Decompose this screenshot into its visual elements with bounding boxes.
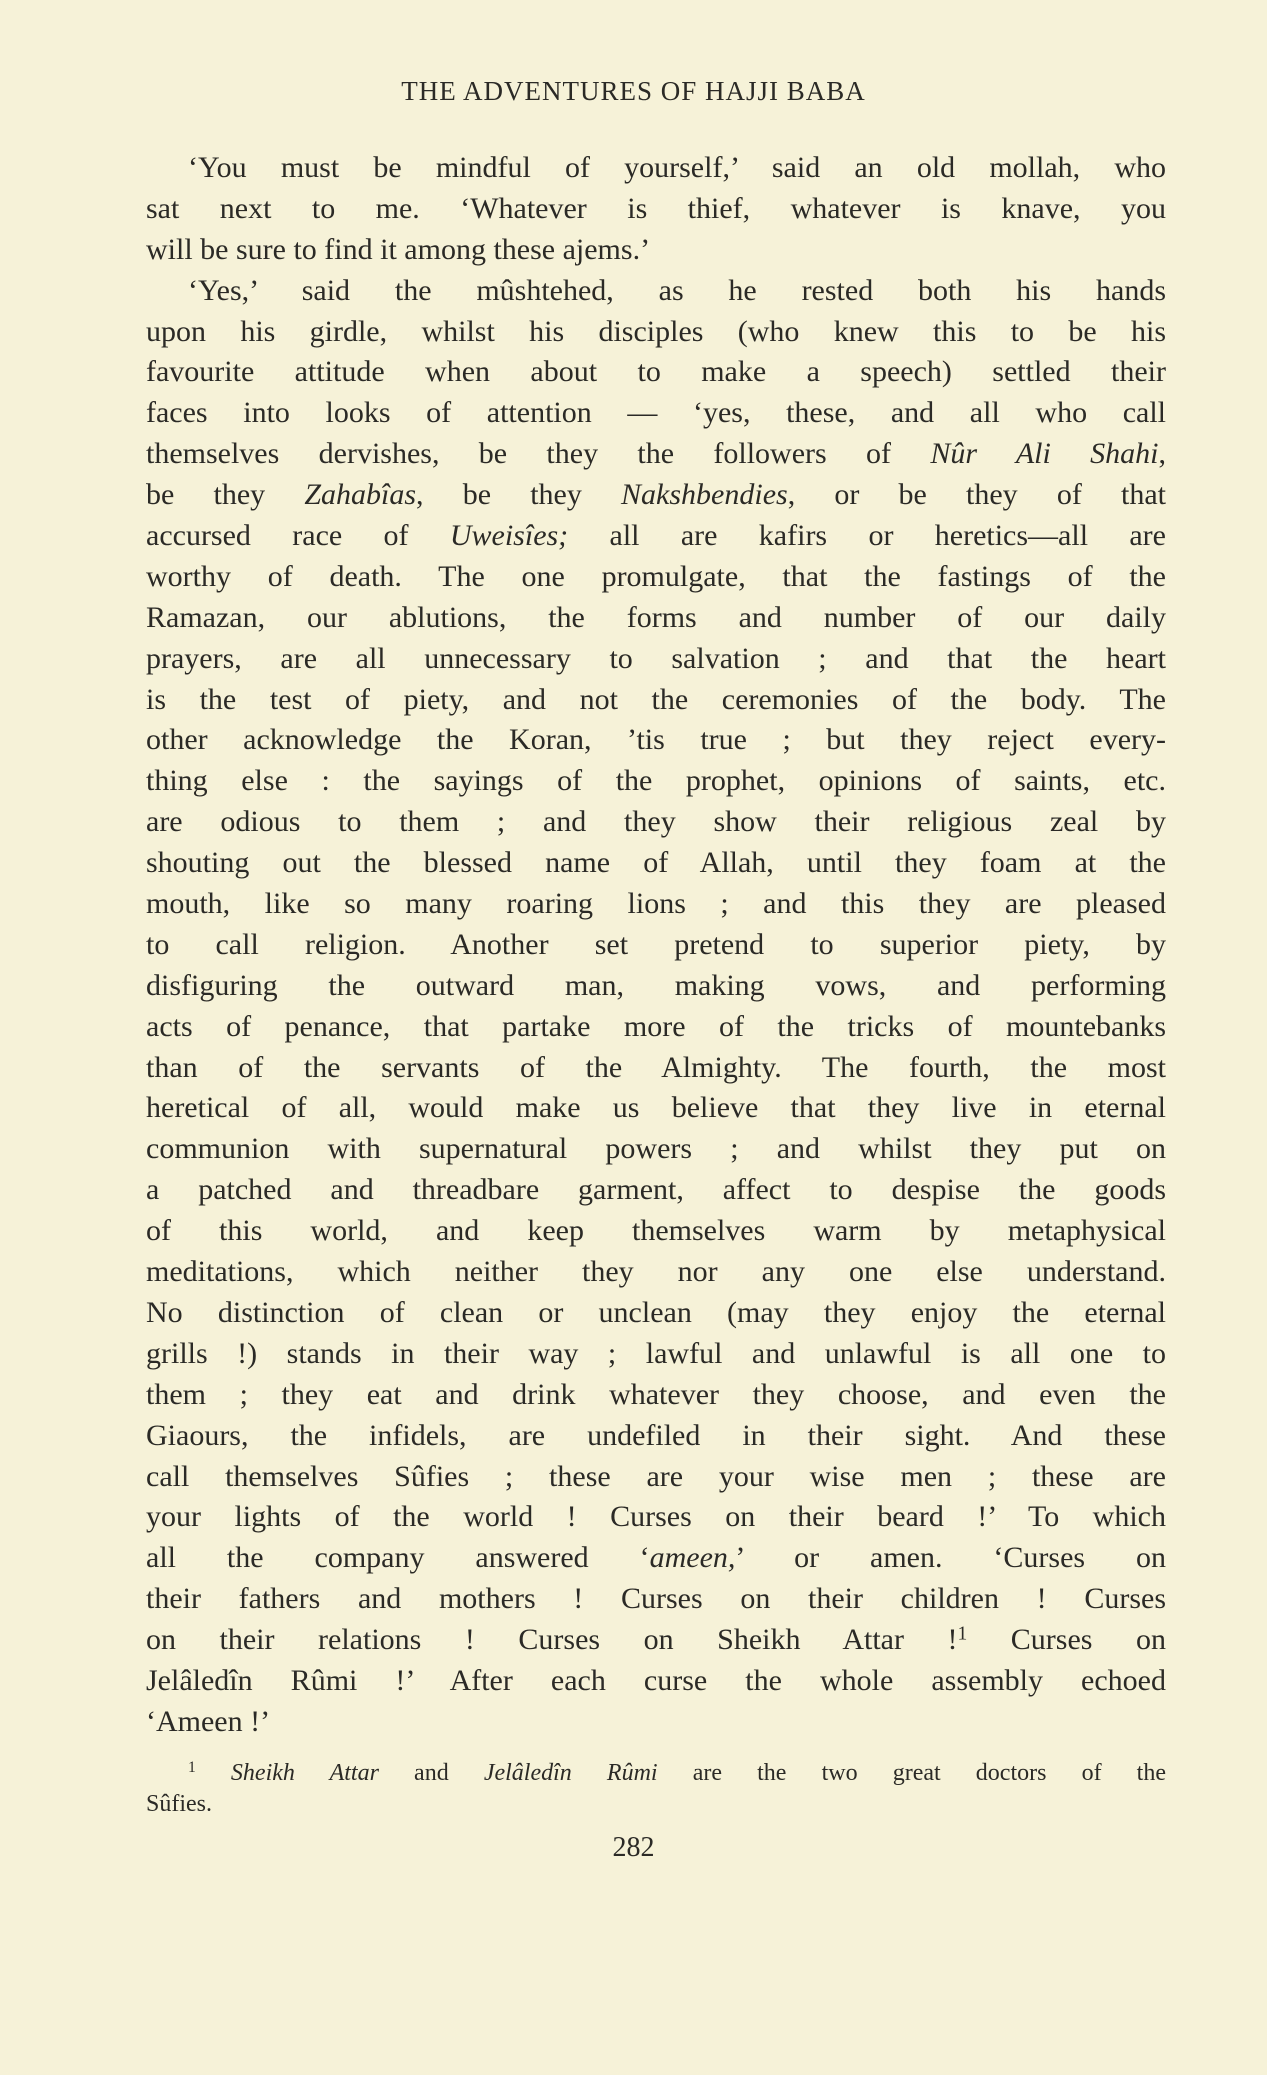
text-segment: sat next to me. ‘Whatever is thief, whatever is knave, you xyxy=(146,191,1166,225)
text-segment: Ramazan, our ablutions, the forms and number of our daily xyxy=(146,600,1166,634)
text-segment: communion with supernatural powers ; and whilst they put on xyxy=(146,1132,1166,1166)
text-line xyxy=(146,1497,1166,1538)
text-segment: on their relations ! Curses on Sheikh Attar ! xyxy=(146,1623,958,1657)
text-segment: all are kafirs or heretics—all are xyxy=(568,519,1166,553)
text-segment: other acknowledge the Koran, ’tis true ; but they reject every- xyxy=(146,723,1166,757)
text-line xyxy=(146,843,1166,884)
text-segment: will be sure to find it among these ajems.’ xyxy=(146,232,651,266)
text-line xyxy=(146,1170,1166,1211)
text-line xyxy=(146,1048,1166,1089)
text-segment: themselves dervishes, be they the followers of xyxy=(146,437,931,471)
text-line xyxy=(146,598,1166,639)
text-line xyxy=(146,1211,1166,1252)
text-segment: a patched and threadbare garment, affect to despise the goods xyxy=(146,1173,1166,1207)
footnote-line xyxy=(146,1758,1166,1789)
text-line xyxy=(146,639,1166,680)
text-line xyxy=(146,1620,1166,1661)
text-segment: call themselves Sûfies ; these are your wise men ; these are xyxy=(146,1459,1166,1493)
footnote-text: and xyxy=(378,1760,484,1786)
text-line xyxy=(146,761,1166,802)
text-segment: faces into looks of attention — ‘yes, these, and all who call xyxy=(146,396,1166,430)
text-line xyxy=(146,1579,1166,1620)
text-segment: disfiguring the outward man, making vows, and performing xyxy=(146,968,1166,1002)
text-segment: than of the servants of the Almighty. The fourth, the most xyxy=(146,1050,1166,1084)
text-line xyxy=(146,393,1166,434)
text-line xyxy=(146,925,1166,966)
text-line xyxy=(146,148,1166,189)
text-segment: prayers, are all unnecessary to salvation ; and that the heart xyxy=(146,641,1166,675)
italic-term: Nakshbendies xyxy=(621,478,788,512)
text-segment: is the test of piety, and not the ceremonies of the body. The xyxy=(146,682,1166,716)
text-segment: of this world, and keep themselves warm by metaphysical xyxy=(146,1214,1166,1248)
text-segment: all the company answered ‘ xyxy=(146,1541,650,1575)
footnote-line: Sûfies. xyxy=(146,1791,212,1817)
text-segment: grills !) stands in their way ; lawful and unlawful is all one to xyxy=(146,1336,1166,1370)
text-segment: acts of penance, that partake more of the tricks of mountebanks xyxy=(146,1009,1166,1043)
text-segment: worthy of death. The one promulgate, that the fastings of the xyxy=(146,559,1166,593)
text-line xyxy=(146,516,1166,557)
text-segment: , or be they of that xyxy=(787,478,1167,512)
text-segment: their fathers and mothers ! Curses on their children ! Curses xyxy=(146,1582,1166,1616)
text-line xyxy=(146,1252,1166,1293)
text-line xyxy=(146,434,1166,475)
text-segment: Curses on xyxy=(967,1623,1166,1657)
italic-term: Uweisîes; xyxy=(449,519,569,553)
text-line xyxy=(146,230,1166,271)
text-line xyxy=(146,1088,1166,1129)
text-line xyxy=(146,1293,1166,1334)
text-segment: upon his girdle, whilst his disciples (who knew this to be his xyxy=(146,314,1166,348)
text-line xyxy=(146,966,1166,1007)
text-line xyxy=(146,1375,1166,1416)
italic-term: Zahabîas xyxy=(304,478,417,512)
footnote-marker: 1 xyxy=(188,1759,196,1777)
body-text xyxy=(146,148,1166,1743)
text-line xyxy=(146,1661,1166,1702)
text-segment: your lights of the world ! Curses on their beard !’ To which xyxy=(146,1500,1166,1534)
text-line xyxy=(146,352,1166,393)
text-segment: , xyxy=(1158,437,1166,471)
italic-term: Nûr Ali Shahi xyxy=(930,437,1159,471)
text-segment: them ; they eat and drink whatever they choose, and even the xyxy=(146,1377,1166,1411)
text-segment: heretical of all, would make us believe that they live in eternal xyxy=(146,1091,1166,1125)
text-segment: , be they xyxy=(416,478,622,512)
text-line xyxy=(146,1416,1166,1457)
footnote-reference: 1 xyxy=(957,1623,968,1645)
footnote-text: are the two great doctors of the xyxy=(657,1760,1166,1786)
text-line xyxy=(146,680,1166,721)
text-segment: thing else : the sayings of the prophet, opinions of saints, etc. xyxy=(146,764,1166,798)
text-segment: No distinction of clean or unclean (may they enjoy the eternal xyxy=(146,1295,1166,1329)
text-line xyxy=(146,802,1166,843)
text-line xyxy=(146,1538,1166,1579)
running-header: THE ADVENTURES OF HAJJI BABA xyxy=(401,76,866,106)
text-segment: ‘Yes,’ said the mûshtehed, as he rested both his hands xyxy=(188,273,1166,307)
text-line xyxy=(146,1334,1166,1375)
page-number: 282 xyxy=(612,1832,655,1863)
text-segment: favourite attitude when about to make a speech) settled their xyxy=(146,355,1166,389)
text-segment: are odious to them ; and they show their religious zeal by xyxy=(146,805,1166,839)
text-line xyxy=(146,557,1166,598)
text-segment: ‘Ameen !’ xyxy=(146,1704,271,1738)
text-line xyxy=(146,312,1166,353)
footnote-name: Jelâledîn Rûmi xyxy=(483,1760,658,1786)
text-segment: accursed race of xyxy=(146,519,450,553)
text-segment: Giaours, the infidels, are undefiled in their sight. And these xyxy=(146,1418,1166,1452)
italic-term: ameen, xyxy=(649,1541,736,1575)
text-segment: mouth, like so many roaring lions ; and this they are pleased xyxy=(146,887,1166,921)
text-line xyxy=(146,1007,1166,1048)
text-line xyxy=(146,271,1166,312)
text-segment: be they xyxy=(146,478,305,512)
footnote xyxy=(146,1758,1166,1820)
text-line xyxy=(146,1702,1166,1743)
text-line xyxy=(146,475,1166,516)
text-line xyxy=(146,884,1166,925)
text-segment: Jelâledîn Rûmi !’ After each curse the whole assembly echoed xyxy=(146,1663,1166,1697)
text-line xyxy=(146,1457,1166,1498)
text-segment: shouting out the blessed name of Allah, until they foam at the xyxy=(146,846,1166,880)
text-line xyxy=(146,189,1166,230)
text-segment: ‘You must be mindful of yourself,’ said an old mollah, who xyxy=(188,151,1166,184)
text-segment: ’ or amen. ‘Curses on xyxy=(735,1541,1167,1575)
text-line xyxy=(146,1129,1166,1170)
text-segment: to call religion. Another set pretend to superior piety, by xyxy=(146,927,1166,961)
text-segment: meditations, which neither they nor any one else understand. xyxy=(146,1255,1166,1289)
footnote-name: Sheikh Attar xyxy=(230,1760,379,1786)
text-line xyxy=(146,720,1166,761)
